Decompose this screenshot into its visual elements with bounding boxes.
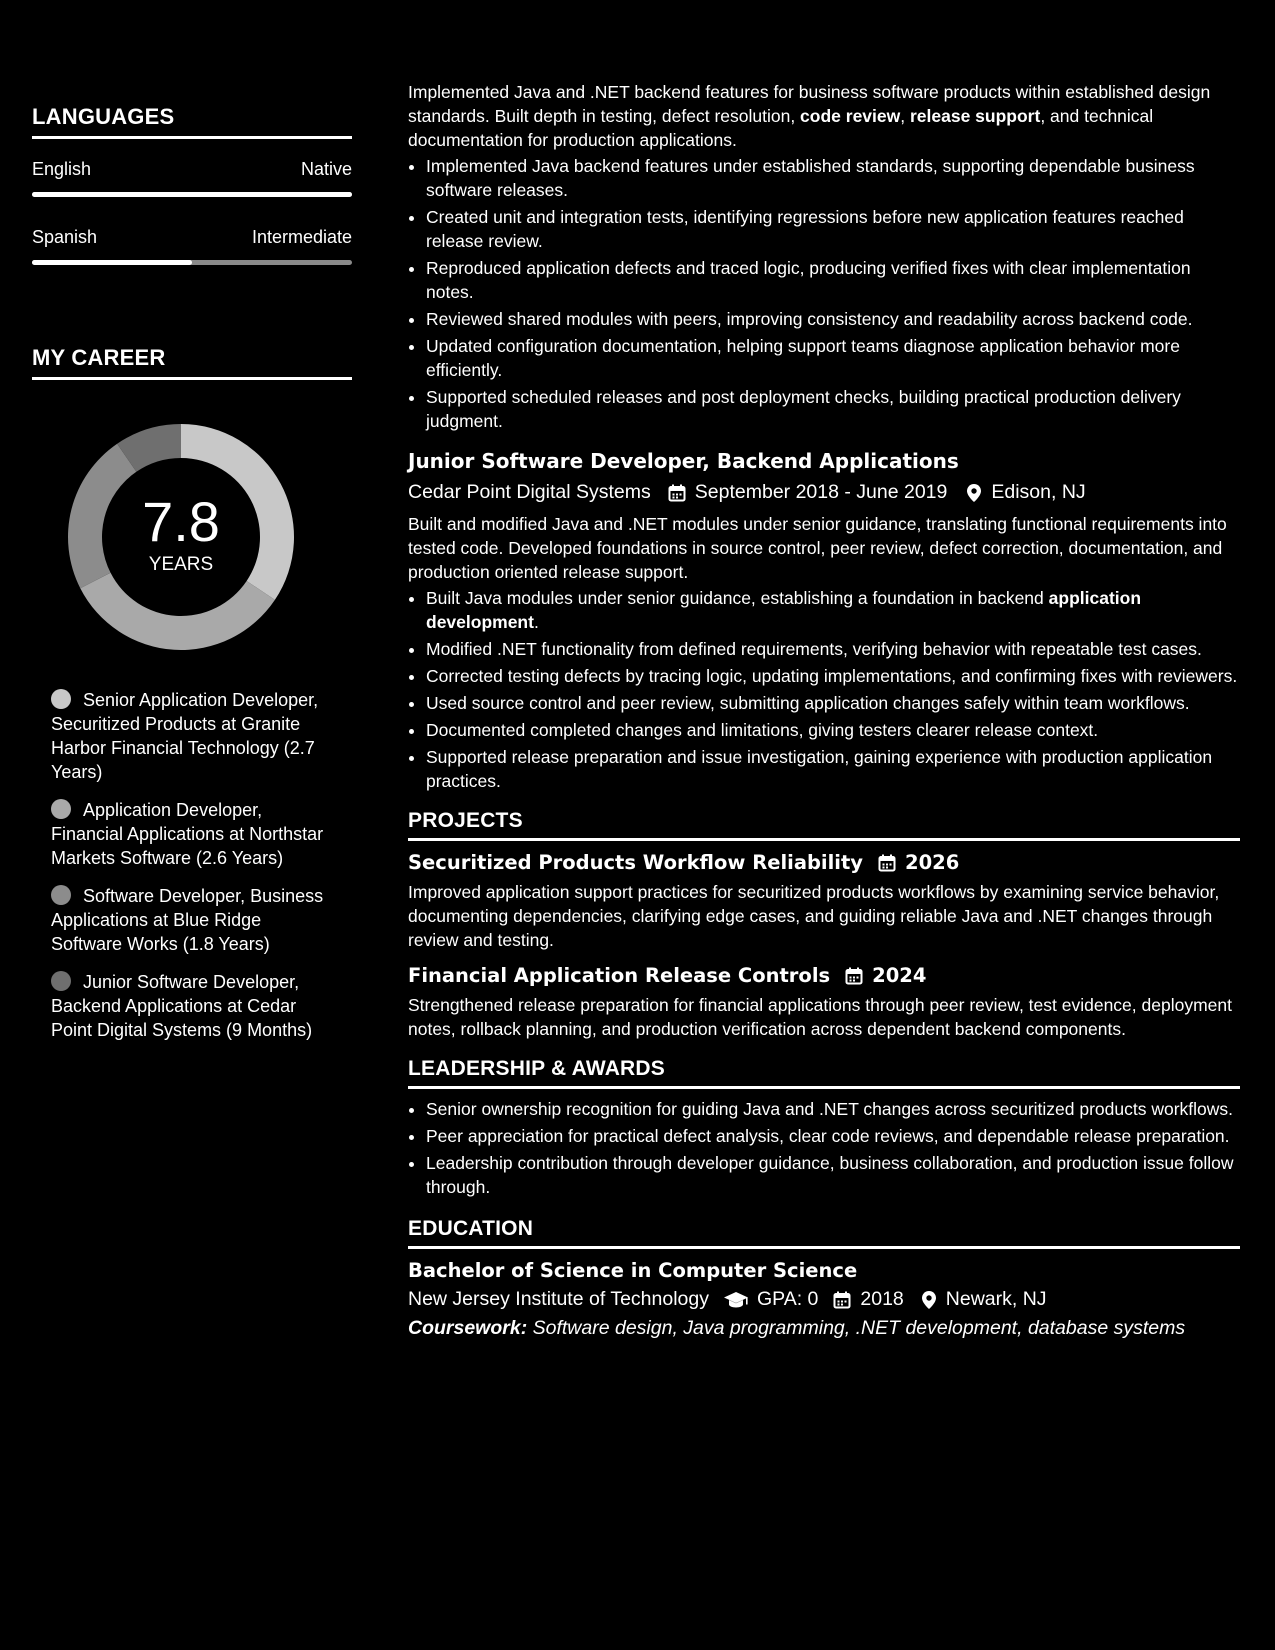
summary-text: Implemented Java and .NET backend features for business software products within established design standards. Built depth in testing, defect resolution, — [408, 82, 1211, 126]
legend-item — [51, 970, 331, 1042]
left-column — [32, 104, 352, 1056]
project-name: Financial Application Release Controls — [408, 964, 831, 987]
bullet-item: • Modified .NET functionality from defined requirements, verifying behavior with repeatable test cases. — [426, 637, 1240, 661]
graduation-year: 2018 — [860, 1288, 904, 1310]
job-bullets — [408, 154, 1240, 433]
career-donut-chart — [66, 422, 296, 652]
legend-item — [51, 798, 331, 870]
languages-section — [32, 104, 352, 265]
donut-slice — [80, 573, 275, 650]
bullet-item: • Created unit and integration tests, identifying regressions before new application features reached release review. — [426, 205, 1240, 253]
bullet-item: • Used source control and peer review, submitting application changes safely within team workflows. — [426, 691, 1240, 715]
legend-dot-icon — [51, 799, 71, 819]
language-bar-fill — [32, 192, 352, 197]
bullet-text: . — [533, 612, 539, 632]
job-dates: September 2018 - June 2019 — [694, 481, 948, 503]
project-title-row — [408, 851, 1240, 874]
bullet-item: • Updated configuration documentation, helping support teams diagnose application behavior more efficiently. — [426, 334, 1240, 382]
job-bullets — [408, 586, 1240, 793]
calendar-icon — [877, 853, 897, 873]
job-location: Edison, NJ — [991, 481, 1086, 503]
legend-label: Application Developer, Financial Applications at Northstar Markets Software (2.6 Years) — [51, 800, 324, 868]
bullet-bold: application development — [426, 588, 1142, 632]
job-meta — [408, 481, 1240, 504]
bullet-item — [426, 586, 1240, 634]
experience-entry — [408, 449, 1240, 793]
summary-bold: release support — [909, 106, 1041, 126]
languages-heading: LANGUAGES — [32, 104, 352, 139]
legend-dot-icon — [51, 689, 71, 709]
bullet-item: • Implemented Java backend features under established standards, supporting dependable business software releases. — [426, 154, 1240, 202]
education-heading: EDUCATION — [408, 1217, 1240, 1249]
project-year: 2024 — [872, 964, 927, 987]
language-bar — [32, 260, 352, 265]
bullet-item: • Leadership contribution through developer guidance, business collaboration, and production issue follow through. — [426, 1151, 1240, 1199]
summary-bold: code review — [800, 106, 901, 126]
right-column — [408, 80, 1240, 1340]
projects-heading: PROJECTS — [408, 809, 1240, 841]
coursework-text: Software design, Java programming, .NET development, database systems — [527, 1317, 1186, 1339]
gpa-value: GPA: 0 — [756, 1288, 819, 1310]
summary-text: , — [900, 106, 910, 126]
calendar-icon — [667, 483, 687, 503]
bullet-item: • Supported scheduled releases and post deployment checks, building practical production delivery judgment. — [426, 385, 1240, 433]
project-description: Strengthened release preparation for financial applications through peer review, test evidence, deployment notes, rollback planning, and production verification across dependent backend components. — [408, 995, 1232, 1039]
education-meta — [408, 1288, 1240, 1311]
calendar-icon — [832, 1290, 852, 1310]
degree-title: Bachelor of Science in Computer Science — [408, 1259, 858, 1282]
job-summary — [408, 80, 1240, 152]
language-row — [32, 159, 352, 180]
legend-dot-icon — [51, 885, 71, 905]
projects-section — [408, 809, 1240, 1041]
bullet-item: • Reviewed shared modules with peers, improving consistency and readability across backend code. — [426, 307, 1240, 331]
bullet-item: • Senior ownership recognition for guiding Java and .NET changes across securitized products workflows. — [426, 1097, 1240, 1121]
location-pin-icon — [965, 483, 983, 503]
legend-label: Senior Application Developer, Securitized Products at Granite Harbor Financial Technology (2.7 Years) — [51, 690, 319, 782]
job-title: Junior Software Developer, Backend Applications — [408, 449, 959, 473]
language-bar — [32, 192, 352, 197]
career-years-unit: YEARS — [148, 554, 214, 575]
calendar-icon — [844, 966, 864, 986]
career-total-years: 7.8 — [142, 490, 220, 553]
legend-label: Junior Software Developer, Backend Applications at Cedar Point Digital Systems (9 Months) — [51, 972, 313, 1040]
language-level: Intermediate — [251, 227, 352, 247]
education-section — [408, 1217, 1240, 1340]
job-summary: Built and modified Java and .NET modules under senior guidance, translating functional requirements into tested code. Developed foundations in source control, peer review, defect correction, documentation, and production oriented release support. — [408, 514, 1227, 582]
awards-bullets — [408, 1097, 1240, 1199]
language-name: English — [32, 159, 92, 179]
summary-text: , and technical documentation for production applications. — [408, 106, 1154, 150]
legend-item — [51, 688, 331, 784]
bullet-item: • Reproduced application defects and traced logic, producing verified fixes with clear implementation notes. — [426, 256, 1240, 304]
legend-dot-icon — [51, 971, 71, 991]
project-entry — [408, 851, 1240, 952]
legend-item — [51, 884, 331, 956]
bullet-item: • Documented completed changes and limitations, giving testers clearer release context. — [426, 718, 1240, 742]
experience-entry — [408, 80, 1240, 433]
school-name: New Jersey Institute of Technology — [408, 1288, 709, 1310]
school-location: Newark, NJ — [945, 1288, 1047, 1310]
coursework — [408, 1317, 1240, 1340]
career-section — [32, 345, 352, 1042]
bullet-item: • Corrected testing defects by tracing logic, updating implementations, and confirming fixes with reviewers. — [426, 664, 1240, 688]
legend-label: Software Developer, Business Applications at Blue Ridge Software Works (1.8 Years) — [51, 886, 324, 954]
career-legend — [51, 688, 331, 1042]
coursework-label: Coursework: — [408, 1317, 528, 1339]
language-row — [32, 227, 352, 248]
project-description: Improved application support practices for securitized products workflows by examining service behavior, documenting dependencies, clarifying edge cases, and guiding reliable Java and .NET changes through review and testing. — [408, 882, 1220, 950]
language-bar-fill — [32, 260, 192, 265]
graduation-cap-icon — [723, 1290, 749, 1310]
project-entry — [408, 964, 1240, 1041]
awards-section — [408, 1057, 1240, 1199]
location-pin-icon — [920, 1290, 938, 1310]
company-name: Cedar Point Digital Systems — [408, 481, 651, 503]
language-name: Spanish — [32, 227, 98, 247]
project-year: 2026 — [905, 851, 960, 874]
project-title-row — [408, 964, 1240, 987]
bullet-text: Built Java modules under senior guidance, establishing a foundation in backend — [426, 588, 1049, 608]
bullet-item: • Peer appreciation for practical defect analysis, clear code reviews, and dependable release preparation. — [426, 1124, 1240, 1148]
career-heading: MY CAREER — [32, 345, 352, 380]
awards-heading: LEADERSHIP & AWARDS — [408, 1057, 1240, 1089]
bullet-item: • Supported release preparation and issue investigation, gaining experience with production application practices. — [426, 745, 1240, 793]
language-level: Native — [300, 159, 352, 179]
project-name: Securitized Products Workflow Reliability — [408, 851, 864, 874]
